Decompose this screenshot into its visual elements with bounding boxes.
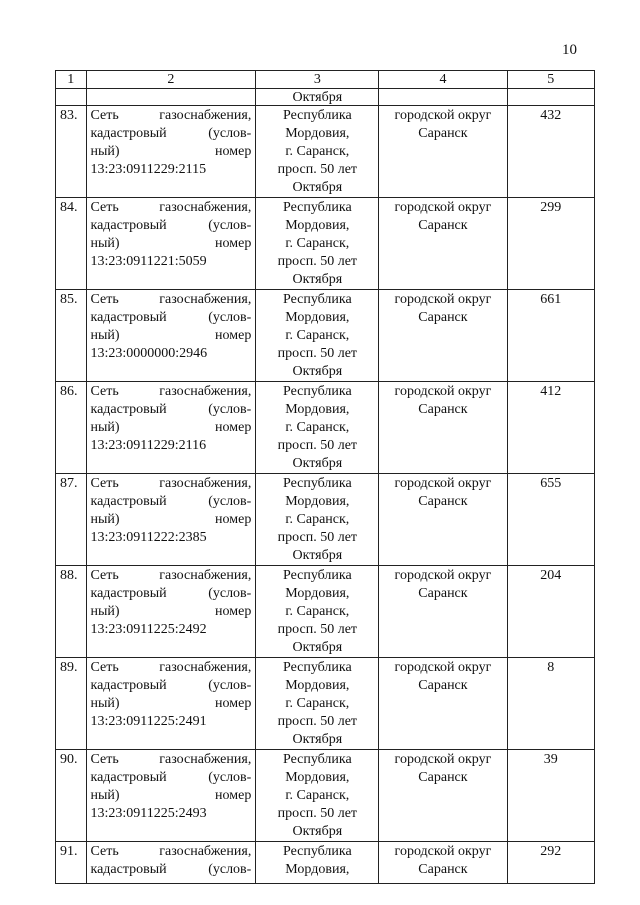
desc-word: (услов-: [208, 218, 252, 233]
cadastral-number: 13:23:0911222:2385: [90, 530, 207, 545]
desc-word: номер: [215, 604, 252, 619]
desc-word: номер: [215, 512, 252, 527]
cadastral-number: 13:23:0911221:5059: [90, 254, 207, 269]
address-line: Мордовия,: [285, 310, 350, 325]
desc-word: ный): [90, 144, 120, 159]
value-cell: 661: [507, 290, 595, 382]
desc-word: Сеть: [90, 384, 119, 399]
desc-word: (услов-: [208, 126, 252, 141]
desc-word: газоснабжения,: [159, 752, 252, 767]
desc-word: (услов-: [208, 402, 252, 417]
address-line: г. Саранск,: [285, 420, 350, 435]
desc-word: кадастровый: [90, 402, 167, 417]
desc-line: [91, 677, 252, 695]
desc-word: Сеть: [90, 752, 119, 767]
value-cell: 39: [507, 750, 595, 842]
desc-word: ный): [90, 788, 120, 803]
district-line: городской округ: [394, 568, 492, 583]
address-line: Мордовия,: [285, 126, 350, 141]
address-line: просп. 50 лет: [277, 714, 358, 729]
address-line: Республика: [282, 384, 352, 399]
value-cell: 8: [507, 658, 595, 750]
cadastral-number: 13:23:0911225:2492: [90, 622, 207, 637]
cadastral-number: 13:23:0911225:2491: [90, 714, 207, 729]
description-cell: [86, 842, 256, 884]
desc-word: (услов-: [208, 586, 252, 601]
desc-line: [91, 309, 252, 327]
district-cell: [379, 750, 507, 842]
address-line: просп. 50 лет: [277, 806, 358, 821]
desc-word: Сеть: [90, 200, 119, 215]
desc-word: Сеть: [90, 660, 119, 675]
address-line: Мордовия,: [285, 494, 350, 509]
desc-word: кадастровый: [90, 126, 167, 141]
desc-word: номер: [215, 696, 252, 711]
continuation-text: Октября: [256, 89, 379, 106]
desc-word: Сеть: [90, 568, 119, 583]
address-line: Октября: [292, 456, 343, 471]
table-row: [56, 566, 595, 658]
desc-word: газоснабжения,: [159, 292, 252, 307]
property-table: [55, 70, 595, 884]
desc-word: ный): [90, 512, 120, 527]
district-line: городской округ: [394, 660, 492, 675]
district-line: Саранск: [418, 770, 468, 785]
address-line: Республика: [282, 844, 352, 859]
desc-word: кадастровый: [90, 678, 167, 693]
desc-word: ный): [90, 236, 120, 251]
desc-word: ный): [90, 604, 120, 619]
cadastral-number: 13:23:0911225:2493: [90, 806, 207, 821]
empty-cell: [507, 89, 595, 106]
table-row: [56, 658, 595, 750]
value-cell: 655: [507, 474, 595, 566]
address-line: просп. 50 лет: [277, 622, 358, 637]
address-line: Мордовия,: [285, 218, 350, 233]
desc-line: [91, 327, 252, 345]
row-number: 90.: [56, 750, 87, 842]
cadastral-number: 13:23:0911229:2115: [90, 162, 207, 177]
table-row: [56, 198, 595, 290]
desc-line: [91, 603, 252, 621]
desc-line: [91, 659, 252, 677]
desc-line: [91, 567, 252, 585]
district-cell: [379, 290, 507, 382]
desc-word: газоснабжения,: [159, 108, 252, 123]
district-line: Саранск: [418, 402, 468, 417]
address-line: просп. 50 лет: [277, 346, 358, 361]
table-row: [56, 290, 595, 382]
address-line: Республика: [282, 752, 352, 767]
address-line: Октября: [292, 824, 343, 839]
desc-line: [91, 383, 252, 401]
description-cell: [86, 474, 256, 566]
desc-word: Сеть: [90, 844, 119, 859]
address-line: г. Саранск,: [285, 144, 350, 159]
address-cell: [256, 842, 379, 884]
desc-line: [91, 419, 252, 437]
district-line: городской округ: [394, 384, 492, 399]
district-cell: [379, 198, 507, 290]
desc-word: газоснабжения,: [159, 384, 252, 399]
desc-line: [91, 143, 252, 161]
row-number: 87.: [56, 474, 87, 566]
desc-word: кадастровый: [90, 218, 167, 233]
desc-word: газоснабжения,: [159, 568, 252, 583]
district-line: городской округ: [394, 292, 492, 307]
desc-word: газоснабжения,: [159, 660, 252, 675]
district-cell: [379, 474, 507, 566]
address-cell: [256, 566, 379, 658]
address-line: Мордовия,: [285, 586, 350, 601]
address-cell: [256, 382, 379, 474]
row-number: 84.: [56, 198, 87, 290]
description-cell: [86, 658, 256, 750]
desc-line: [91, 217, 252, 235]
header-cell: 3: [256, 71, 379, 89]
desc-word: номер: [215, 788, 252, 803]
empty-cell: [56, 89, 87, 106]
desc-line: [91, 475, 252, 493]
district-cell: [379, 566, 507, 658]
row-number: 91.: [56, 842, 87, 884]
address-line: г. Саранск,: [285, 512, 350, 527]
desc-word: газоснабжения,: [159, 476, 252, 491]
description-cell: [86, 106, 256, 198]
desc-word: (услов-: [208, 310, 252, 325]
address-line: Республика: [282, 660, 352, 675]
desc-line: [91, 695, 252, 713]
header-cell: 5: [507, 71, 595, 89]
desc-word: (услов-: [208, 494, 252, 509]
district-line: Саранск: [418, 678, 468, 693]
address-line: Мордовия,: [285, 770, 350, 785]
address-cell: [256, 750, 379, 842]
desc-word: номер: [215, 420, 252, 435]
page-number: 10: [562, 42, 577, 58]
empty-cell: [379, 89, 507, 106]
table-header-row: [56, 71, 595, 89]
desc-word: Сеть: [90, 292, 119, 307]
address-line: Республика: [282, 292, 352, 307]
address-line: просп. 50 лет: [277, 530, 358, 545]
address-line: Мордовия,: [285, 862, 350, 877]
description-cell: [86, 382, 256, 474]
description-cell: [86, 566, 256, 658]
header-cell: 1: [56, 71, 87, 89]
address-cell: [256, 474, 379, 566]
desc-word: номер: [215, 328, 252, 343]
address-line: г. Саранск,: [285, 696, 350, 711]
district-cell: [379, 658, 507, 750]
table-row: [56, 106, 595, 198]
address-cell: [256, 658, 379, 750]
address-cell: [256, 290, 379, 382]
desc-line: [91, 511, 252, 529]
empty-cell: [86, 89, 256, 106]
desc-word: номер: [215, 144, 252, 159]
address-line: Октября: [292, 364, 343, 379]
description-cell: [86, 290, 256, 382]
district-cell: [379, 842, 507, 884]
value-cell: 432: [507, 106, 595, 198]
district-line: Саранск: [418, 494, 468, 509]
header-cell: 4: [379, 71, 507, 89]
cadastral-number: 13:23:0000000:2946: [90, 346, 208, 361]
district-line: Саранск: [418, 126, 468, 141]
desc-line: [91, 291, 252, 309]
district-line: городской округ: [394, 752, 492, 767]
district-line: городской округ: [394, 108, 492, 123]
desc-line: [91, 235, 252, 253]
row-number: 88.: [56, 566, 87, 658]
desc-word: (услов-: [208, 862, 252, 877]
district-line: Саранск: [418, 586, 468, 601]
desc-word: кадастровый: [90, 862, 167, 877]
address-line: Республика: [282, 568, 352, 583]
address-line: Мордовия,: [285, 402, 350, 417]
desc-word: кадастровый: [90, 310, 167, 325]
table-row: [56, 750, 595, 842]
header-cell: 2: [86, 71, 256, 89]
desc-word: ный): [90, 328, 120, 343]
desc-word: кадастровый: [90, 586, 167, 601]
district-cell: [379, 382, 507, 474]
value-cell: 412: [507, 382, 595, 474]
district-cell: [379, 106, 507, 198]
desc-line: [91, 787, 252, 805]
desc-word: Сеть: [90, 476, 119, 491]
row-number: 83.: [56, 106, 87, 198]
description-cell: [86, 198, 256, 290]
address-line: Октября: [292, 180, 343, 195]
desc-line: [91, 125, 252, 143]
address-line: г. Саранск,: [285, 236, 350, 251]
address-line: Республика: [282, 476, 352, 491]
continuation-row: [56, 89, 595, 106]
address-line: просп. 50 лет: [277, 254, 358, 269]
desc-word: Сеть: [90, 108, 119, 123]
row-number: 86.: [56, 382, 87, 474]
value-cell: 204: [507, 566, 595, 658]
address-line: Октября: [292, 732, 343, 747]
desc-line: [91, 493, 252, 511]
district-line: городской округ: [394, 844, 492, 859]
address-line: Мордовия,: [285, 678, 350, 693]
table-row: [56, 382, 595, 474]
table-row: [56, 842, 595, 884]
value-cell: 299: [507, 198, 595, 290]
row-number: 89.: [56, 658, 87, 750]
address-line: Октября: [292, 640, 343, 655]
desc-word: кадастровый: [90, 494, 167, 509]
address-line: Октября: [292, 272, 343, 287]
district-line: Саранск: [418, 862, 468, 877]
desc-line: [91, 861, 252, 879]
district-line: Саранск: [418, 310, 468, 325]
address-line: Республика: [282, 200, 352, 215]
row-number: 85.: [56, 290, 87, 382]
desc-word: газоснабжения,: [159, 844, 252, 859]
desc-line: [91, 843, 252, 861]
cadastral-number: 13:23:0911229:2116: [90, 438, 207, 453]
address-line: г. Саранск,: [285, 328, 350, 343]
address-cell: [256, 106, 379, 198]
desc-word: кадастровый: [90, 770, 167, 785]
address-cell: [256, 198, 379, 290]
district-line: городской округ: [394, 200, 492, 215]
district-line: Саранск: [418, 218, 468, 233]
desc-word: ный): [90, 696, 120, 711]
address-line: просп. 50 лет: [277, 162, 358, 177]
desc-word: (услов-: [208, 770, 252, 785]
desc-line: [91, 199, 252, 217]
district-line: городской округ: [394, 476, 492, 491]
table-row: [56, 474, 595, 566]
address-line: Октября: [292, 548, 343, 563]
value-cell: 292: [507, 842, 595, 884]
desc-line: [91, 769, 252, 787]
address-line: г. Саранск,: [285, 788, 350, 803]
desc-line: [91, 401, 252, 419]
description-cell: [86, 750, 256, 842]
desc-word: ный): [90, 420, 120, 435]
desc-line: [91, 107, 252, 125]
address-line: просп. 50 лет: [277, 438, 358, 453]
desc-word: (услов-: [208, 678, 252, 693]
desc-word: газоснабжения,: [159, 200, 252, 215]
address-line: г. Саранск,: [285, 604, 350, 619]
address-line: Республика: [282, 108, 352, 123]
desc-line: [91, 585, 252, 603]
desc-word: номер: [215, 236, 252, 251]
desc-line: [91, 751, 252, 769]
